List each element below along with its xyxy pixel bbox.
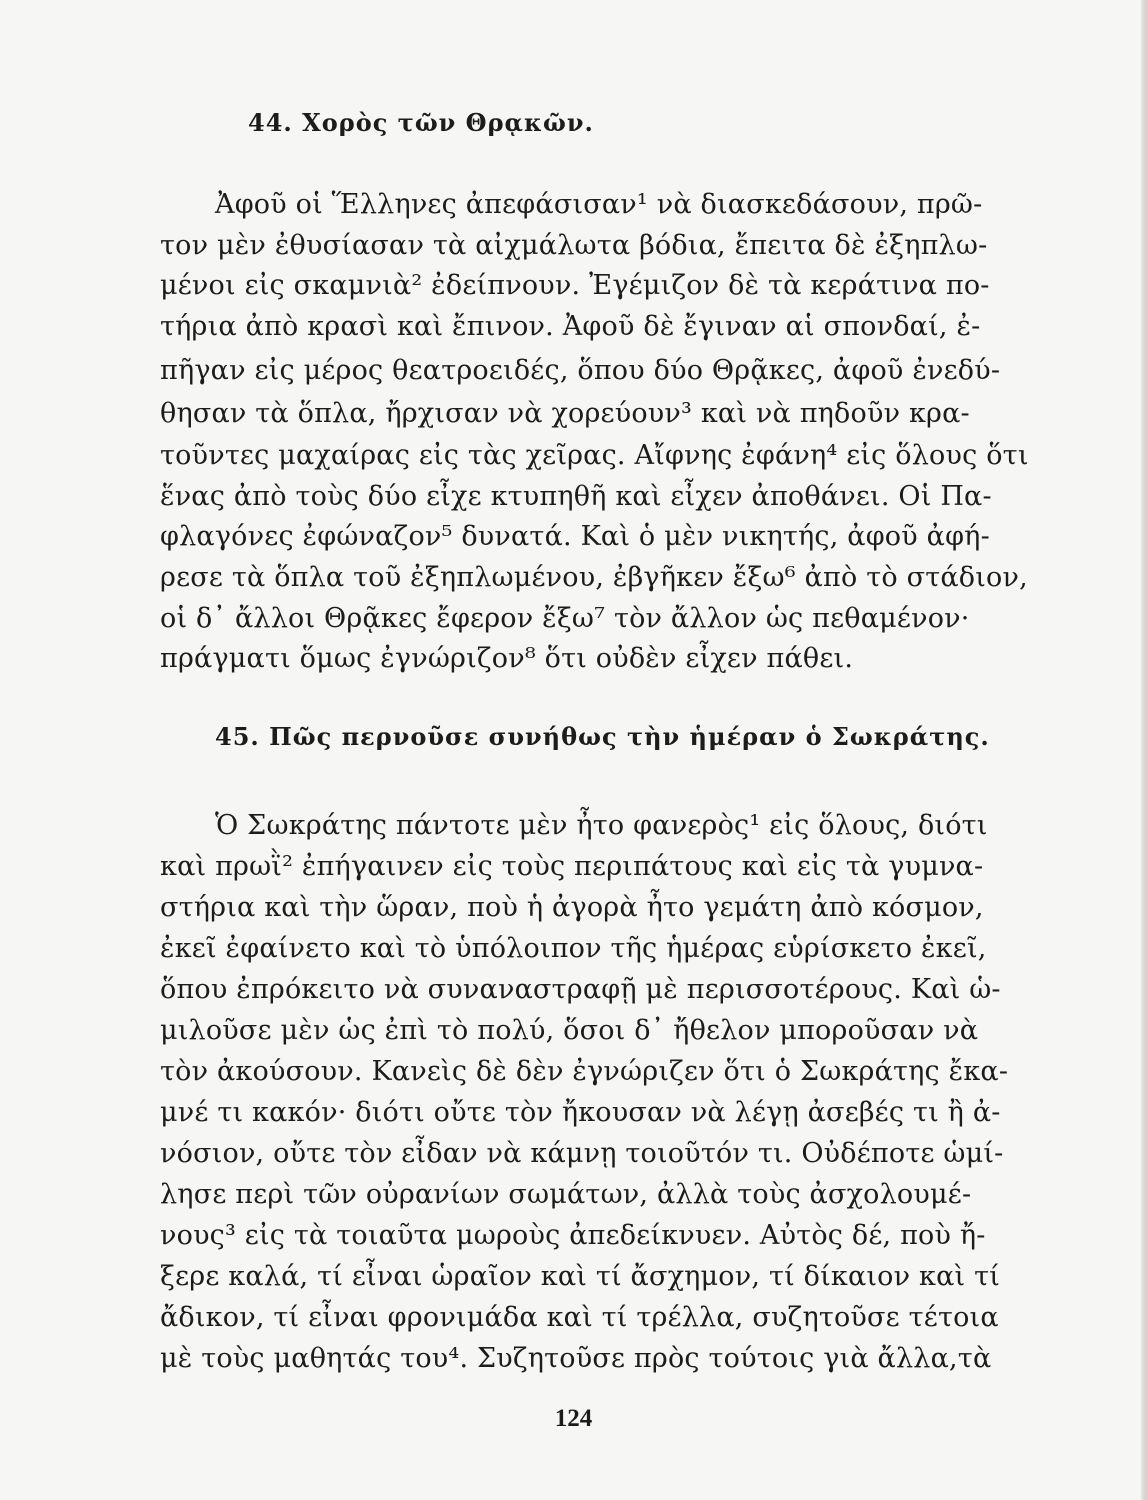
text-line: μιλοῦσε μὲν ὡς ἐπὶ τὸ πολύ, ὅσοι δ᾿ ἤθελον μποροῦσαν νὰ [160,1015,979,1046]
text-line: νους³ εἰς τὰ τοιαῦτα μωροὺς ἀπεδείκνυεν. Αὐτὸς δέ, ποὺ ἤ- [160,1220,986,1251]
text-line: νόσιον, οὔτε τὸν εἶδαν νὰ κάμνῃ τοιοῦτόν τι. Οὐδέποτε ὡμί- [160,1138,1004,1169]
text-line: Ὁ Σωκράτης πάντοτε μὲν ἦτο φανερὸς¹ εἰς ὅλους, διότι [215,810,988,841]
page-edge [1141,0,1147,1500]
text-line: ξερε καλά, τί εἶναι ὡραῖον καὶ τί ἄσχημον, τί δίκαιον καὶ τί [160,1261,1001,1292]
text-line: θησαν τὰ ὅπλα, ἤρχισαν νὰ χορεύουν³ καὶ νὰ πηδοῦν κρα- [160,398,970,429]
text-line: μνέ τι κακόν· διότι οὔτε τὸν ἤκουσαν νὰ λέγῃ ἀσεβές τι ἢ ἀ- [160,1097,1001,1128]
text-line: μὲ τοὺς μαθητάς του⁴. Συζητοῦσε πρὸς τούτοις γιὰ ἄλλα,τὰ [160,1343,992,1374]
text-line: τὸν ἀκούσουν. Κανεὶς δὲ δὲν ἐγνώριζεν ὅτι ὁ Σωκράτης ἔκα- [160,1056,1009,1087]
text-line: φλαγόνες ἐφώναζον⁵ δυνατά. Καὶ ὁ μὲν νικητής, ἀφοῦ ἀφή- [160,521,990,552]
section-title-44: 44. Χορὸς τῶν Θρᾳκῶν. [248,108,594,137]
text-line: τον μὲν ἐθυσίασαν τὰ αἰχμάλωτα βόδια, ἔπειτα δὲ ἐξηπλω- [160,230,988,261]
text-line: Ἀφοῦ οἱ Ἕλληνες ἀπεφάσισαν¹ νὰ διασκεδάσουν, πρῶ- [215,189,983,220]
text-line: καὶ πρωῒ² ἐπήγαινεν εἰς τοὺς περιπάτους καὶ εἰς τὰ γυμνα- [160,851,984,882]
text-line: πράγματι ὅμως ἐγνώριζον⁸ ὅτι οὐδὲν εἶχεν πάθει. [160,643,854,674]
text-line: ἕνας ἀπὸ τοὺς δύο εἶχε κτυπηθῆ καὶ εἶχεν ἀποθάνει. Οἱ Πα- [160,481,992,512]
section-title-45: 45. Πῶς περνοῦσε συνήθως τὴν ἡμέραν ὁ Σωκράτης. [215,722,990,751]
text-line: μένοι εἰς σκαμνιὰ² ἐδείπνουν. Ἐγέμιζον δὲ τὰ κεράτινα πο- [160,270,990,301]
text-line: τοῦντες μαχαίρας εἰς τὰς χεῖρας. Αἴφνης ἐφάνη⁴ εἰς ὅλους ὅτι [160,440,1029,471]
page-number: 124 [554,1405,593,1432]
text-line: ρεσε τὰ ὅπλα τοῦ ἐξηπλωμένου, ἐβγῆκεν ἔξω⁶ ἀπὸ τὸ στάδιον, [160,562,1028,593]
text-line: ἄδικον, τί εἶναι φρονιμάδα καὶ τί τρέλλα, συζητοῦσε τέτοια [160,1302,999,1333]
text-line: πῆγαν εἰς μέρος θεατροειδές, ὅπου δύο Θρᾷκες, ἀφοῦ ἐνεδύ- [160,355,1001,386]
text-line: λησε περὶ τῶν οὐρανίων σωμάτων, ἀλλὰ τοὺς ἀσχολουμέ- [160,1179,972,1210]
text-line: ἐκεῖ ἐφαίνετο καὶ τὸ ὑπόλοιπον τῆς ἡμέρας εὑρίσκετο ἐκεῖ, [160,933,987,964]
text-line: ὅπου ἐπρόκειτο νὰ συναναστραφῇ μὲ περισσοτέρους. Καὶ ὡ- [160,974,1001,1005]
text-line: στήρια καὶ τὴν ὥραν, ποὺ ἡ ἀγορὰ ἦτο γεμάτη ἀπὸ κόσμον, [160,892,984,923]
text-line: οἱ δ᾿ ἄλλοι Θρᾷκες ἔφερον ἔξω⁷ τὸν ἄλλον ὡς πεθαμένον· [160,603,970,634]
text-line: τήρια ἀπὸ κρασὶ καὶ ἔπινον. Ἀφοῦ δὲ ἔγιναν αἱ σπονδαί, ἐ- [160,311,981,342]
